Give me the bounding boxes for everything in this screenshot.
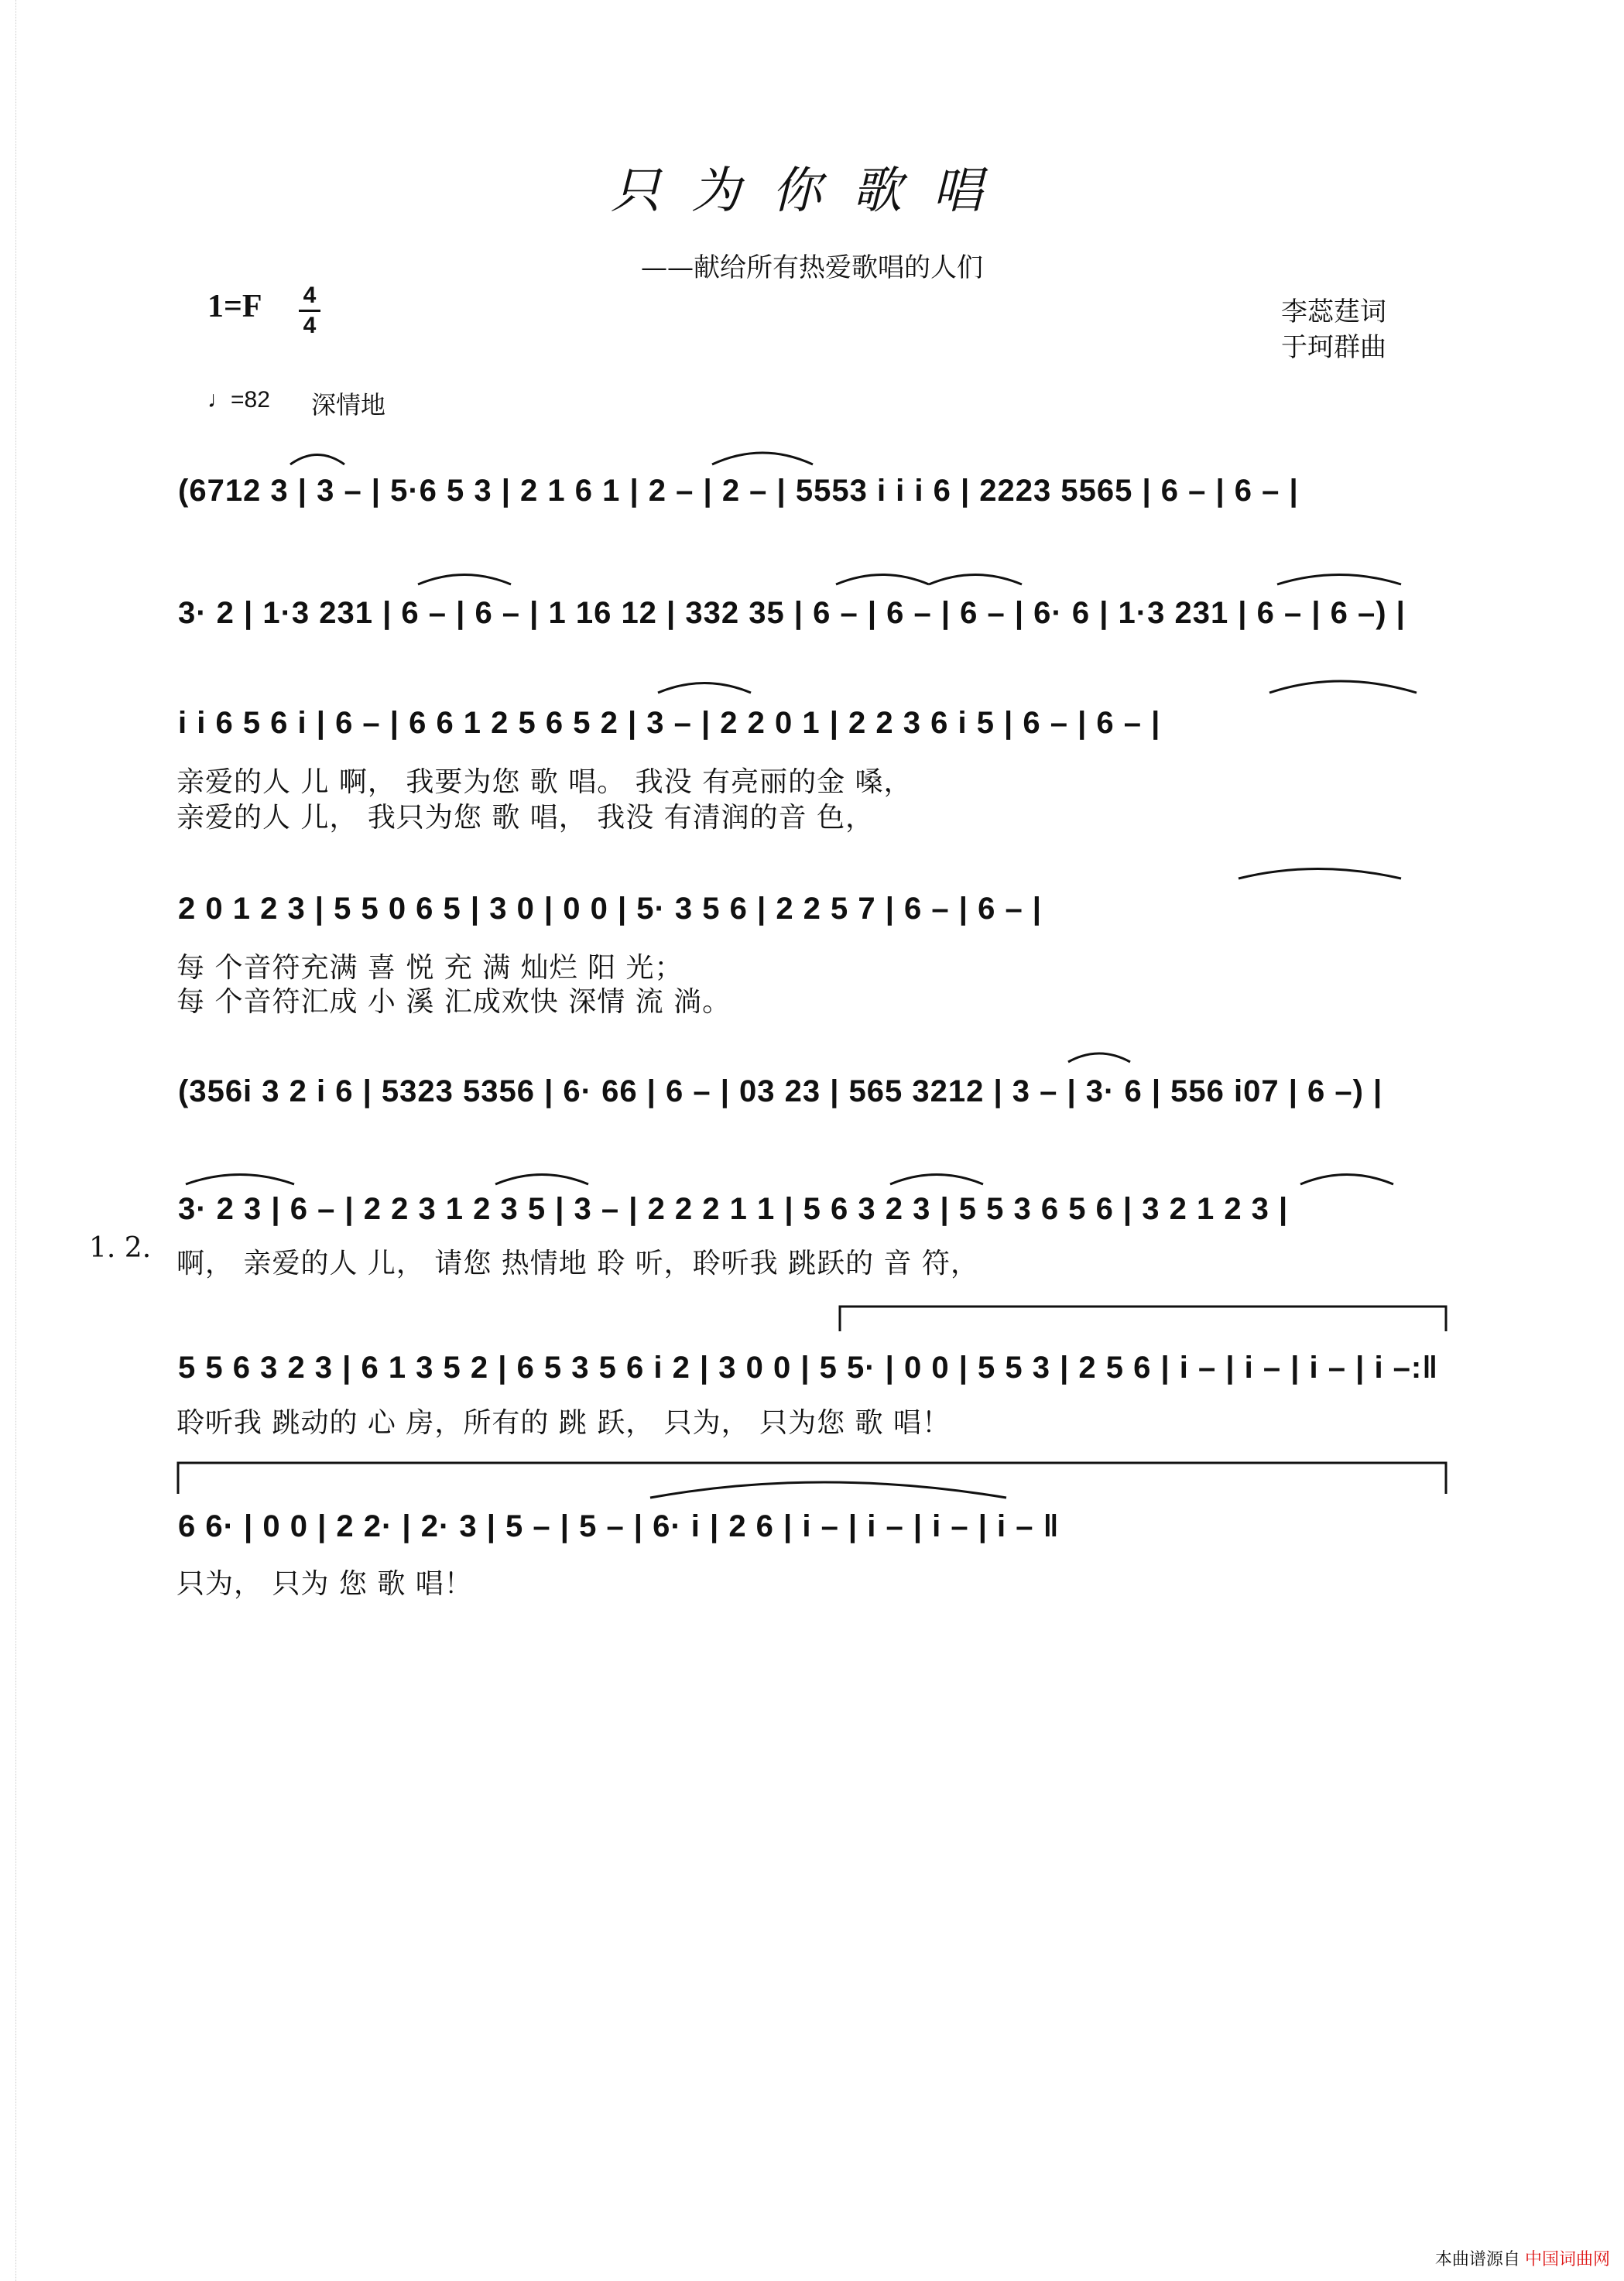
slur-mark [1277,575,1401,585]
composer-credit: 于珂群曲 [1281,333,1386,362]
footer-text: 本曲谱源自 [1434,2249,1520,2269]
notation-line-1: (6712 3 | 3 – | 5·6 5 3 | 2 1 6 1 | 2 – | 2 – | 5553 i i i 6 | 2223 5565 | 6 – | 6 – | [178,474,1299,508]
slur-mark [890,1175,983,1185]
lyricist-credit: 李蕊莛词 [1281,297,1386,327]
time-signature-top: 4 [303,283,317,308]
slur-mark [929,575,1022,585]
volta-bracket-1 [840,1307,1446,1331]
verse-label: 1. 2. [89,1232,152,1264]
slur-mark [1269,681,1417,693]
source-footer [1435,2246,1610,2270]
notation-line-2: 3· 2 | 1·3 231 | 6 – | 6 – | 1 16 12 | 332 35 | 6 – | 6 – | 6 – | 6· 6 | 1·3 231 | 6 – | 6 –) | [178,596,1406,630]
slur-mark [290,455,344,465]
lyric-line-6: 啊， 亲爱的人 儿， 请您 热情地 聆 听，聆听我 跳跃的 音 符， [176,1248,979,1279]
slur-mark [712,453,813,464]
page-title: 只为你歌唱 [611,163,1013,220]
lyric-line-3b: 亲爱的人 儿， 我只为您 歌 唱， 我没 有清润的音 色， [176,802,875,834]
footer-site[interactable]: 中国词曲网 [1524,2249,1610,2269]
notation-line-4: 2 0 1 2 3 | 5 5 0 6 5 | 3 0 | 0 0 | 5· 3 5 6 | 2 2 5 7 | 6 – | 6 – | [178,892,1042,926]
lyric-line-4b: 每 个音符汇成 小 溪 汇成欢快 深情 流 淌。 [176,986,731,1018]
slur-mark [1239,869,1401,879]
slur-mark [186,1175,294,1185]
notation-line-3: i i 6 5 6 i | 6 – | 6 6 1 2 5 6 5 2 | 3 – | 2 2 0 1 | 2 2 3 6 i 5 | 6 – | 6 – | [178,706,1161,740]
lyric-line-4a: 每 个音符充满 喜 悦 充 满 灿烂 阳 光； [176,952,684,984]
lyric-line-7: 聆听我 跳动的 心 房，所有的 跳 跃， 只为， 只为您 歌 唱！ [176,1407,951,1439]
slur-mark [1300,1175,1393,1185]
page-subtitle: ——献给所有热爱歌唱的人们 [641,252,983,283]
lyric-line-3a: 亲爱的人 儿 啊， 我要为您 歌 唱。 我没 有亮丽的金 嗓， [176,766,913,798]
slur-mark [495,1175,588,1185]
slur-mark [836,575,929,585]
slur-mark [658,683,751,694]
volta-bracket-2 [178,1463,1446,1494]
slur-mark [1068,1053,1130,1062]
notation-line-8: 6 6· | 0 0 | 2 2· | 2· 3 | 5 – | 5 – | 6· i | 2 6 | i – | i – | i – | i – ‖ [178,1509,1060,1543]
tempo-marking: ♩=82 [207,387,270,413]
notation-line-7: 5 5 6 3 2 3 | 6 1 3 5 2 | 6 5 3 5 6 i 2 | 3 0 0 | 5 5· | 0 0 | 5 5 3 | 2 5 6 | i – | i – | i – | i –:‖ [178,1351,1439,1385]
time-signature-bottom: 4 [303,313,317,338]
slur-mark [650,1482,1006,1498]
notation-line-5: (356i 3 2 i 6 | 5323 5356 | 6· 66 | 6 – | 03 23 | 565 3212 | 3 – | 3· 6 | 556 i07 | 6 –) | [178,1074,1383,1108]
lyric-line-8: 只为， 只为 您 歌 唱！ [176,1568,473,1600]
key-signature: 1=F [207,289,262,324]
notation-line-6: 3· 2 3 | 6 – | 2 2 3 1 2 3 5 | 3 – | 2 2 2 1 1 | 5 6 3 2 3 | 5 5 3 6 5 6 | 3 2 1 2 3 | [178,1192,1289,1226]
expression-marking: 深情地 [311,391,386,419]
slur-mark [418,575,511,585]
